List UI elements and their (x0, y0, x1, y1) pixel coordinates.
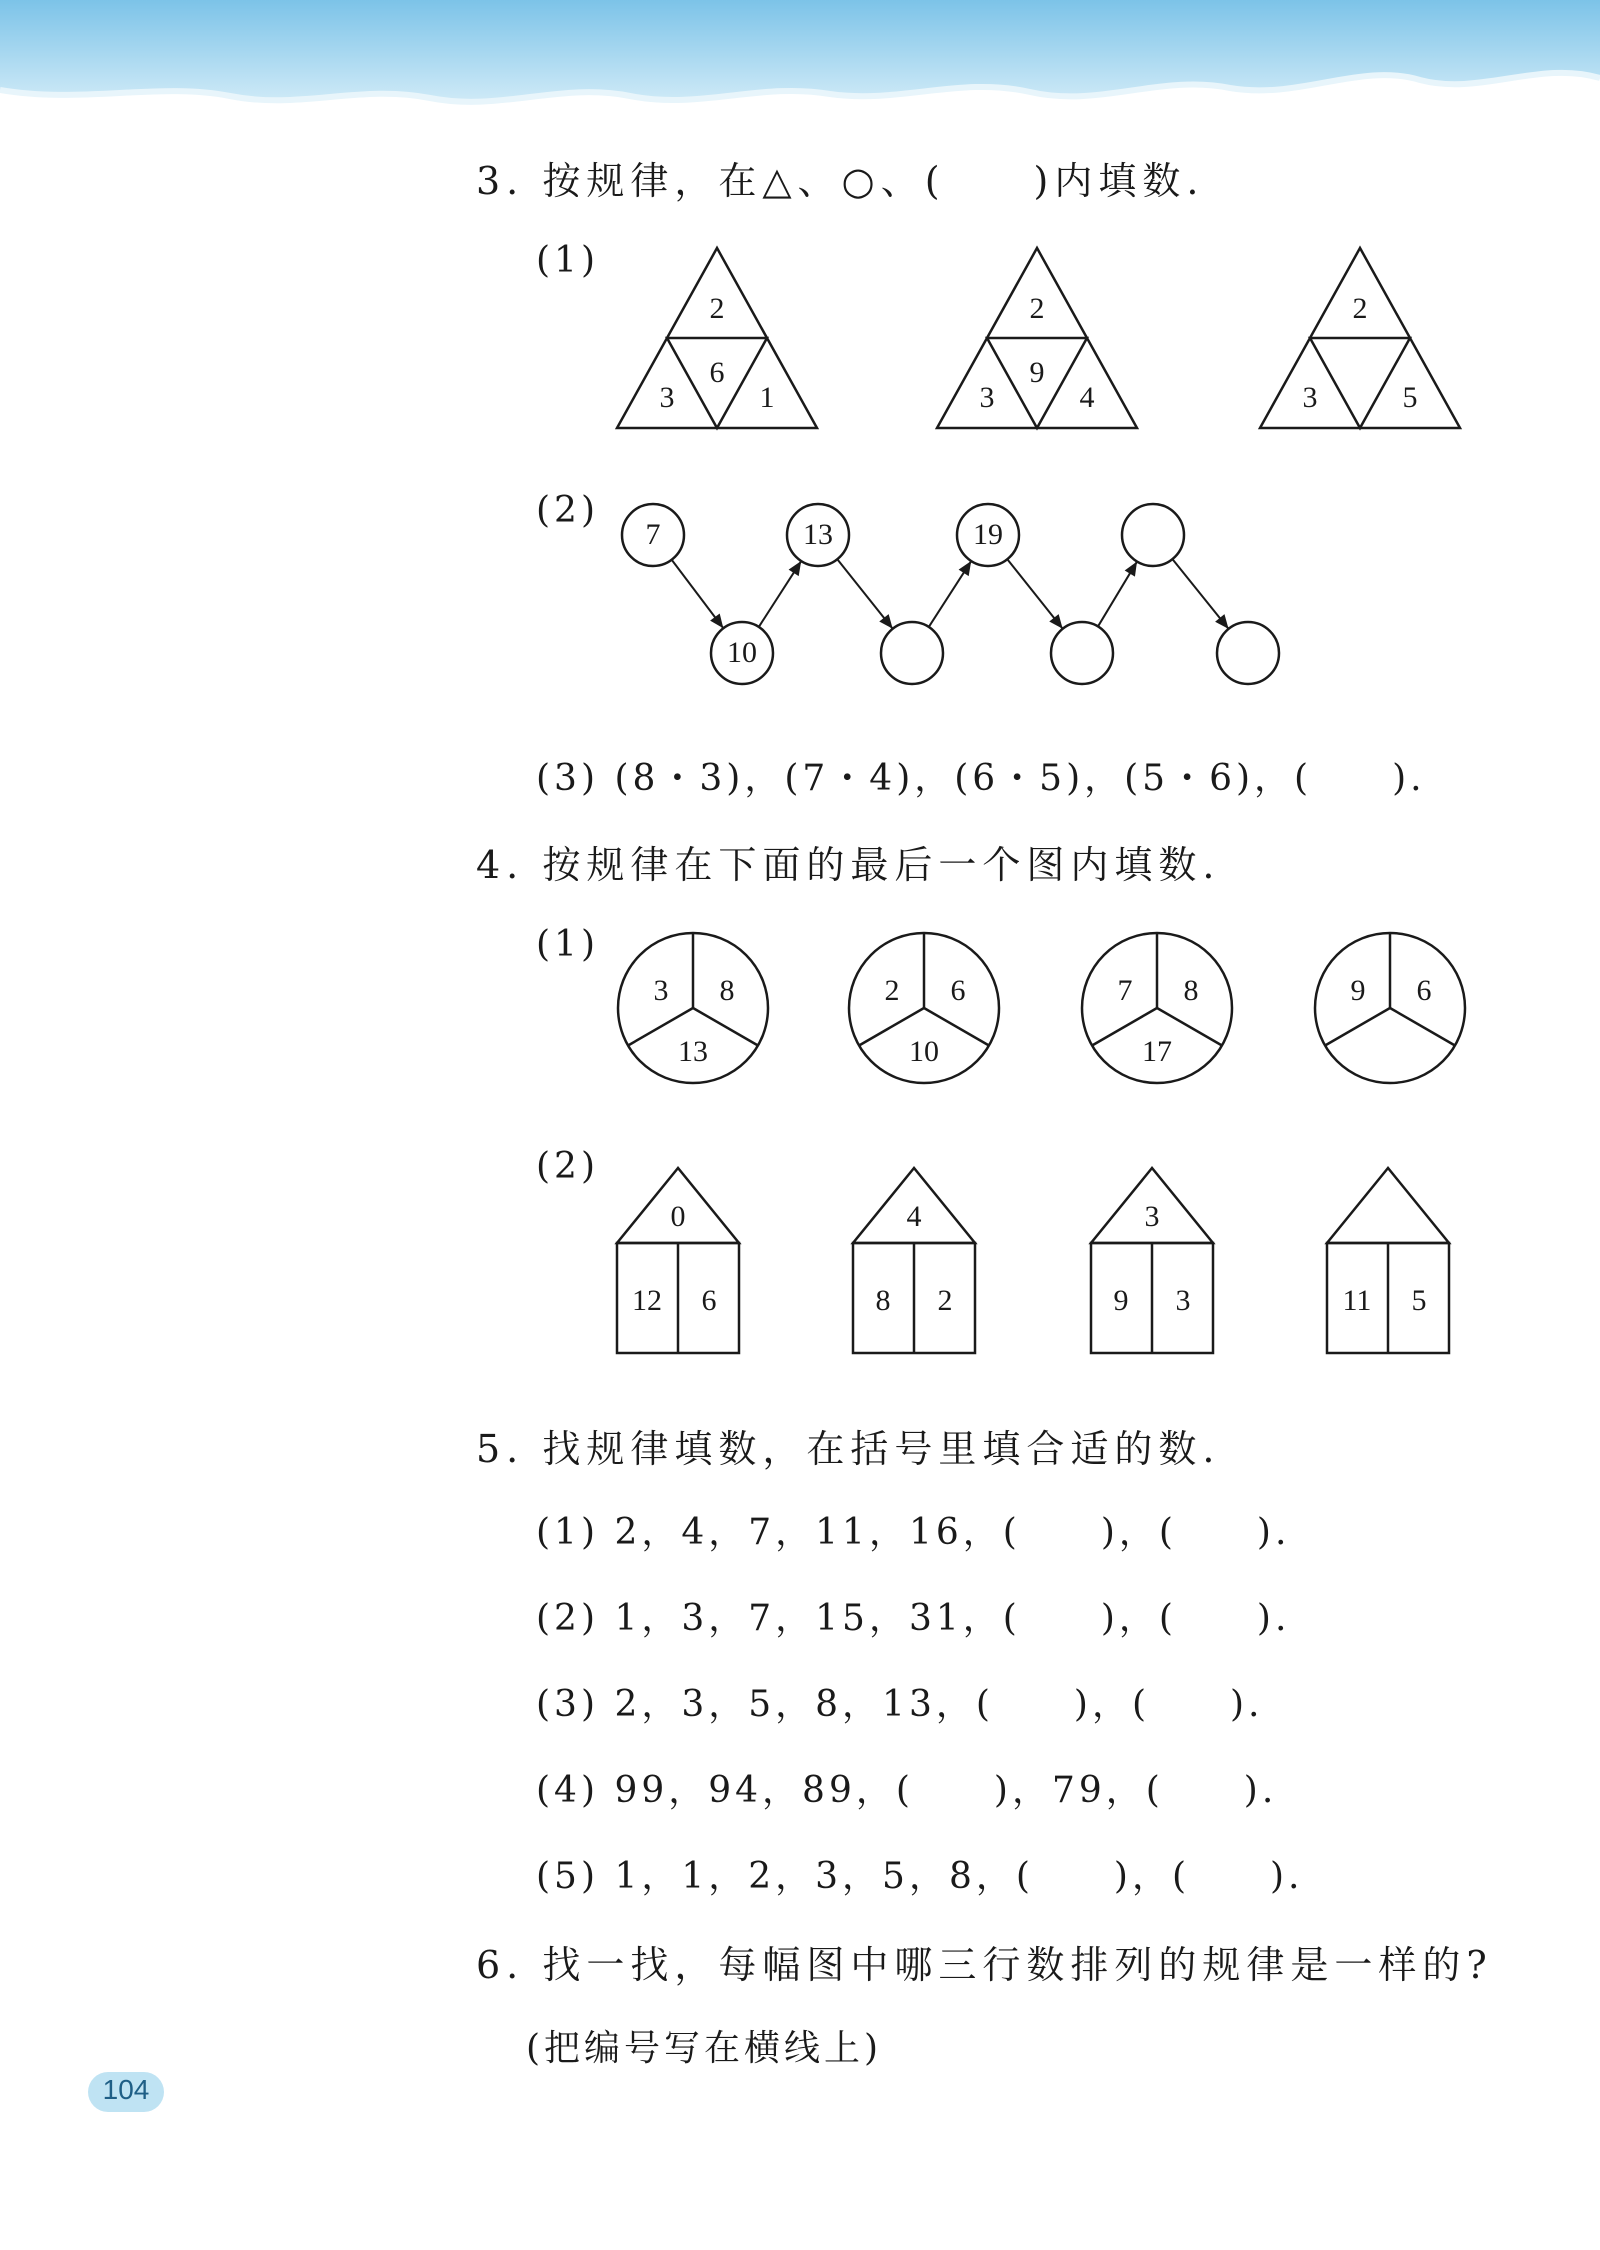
q5-item-2: (2) 1，3，7，15，31，( )，( ). (536, 1598, 1291, 1639)
zigzag-circle-chain (622, 504, 1279, 684)
q3-part1-label: (1) (536, 240, 599, 281)
q4-heading: 4. 按规律在下面的最后一个图内填数. (476, 843, 1221, 887)
triangle-figure (617, 248, 817, 428)
house-figure (853, 1168, 975, 1353)
divided-circle-figure (1082, 933, 1232, 1083)
triangle-right-number: 1 (759, 380, 775, 414)
q4-part2-label: (2) (536, 1146, 599, 1187)
page-number: 104 (102, 2074, 150, 2105)
q5-item-5: (5) 1，1，2，3，5，8，( )，( ). (536, 1856, 1304, 1897)
divided-circle-figure (1315, 933, 1465, 1083)
chain-circle (1122, 504, 1184, 566)
divided-circle-figure (849, 933, 999, 1083)
house-roof-number: 3 (1144, 1199, 1160, 1233)
chain-arrow-head (1215, 614, 1228, 629)
divided-circle-figures (618, 933, 1465, 1083)
house-roof-number: 0 (670, 1199, 686, 1233)
chain-circle (881, 622, 943, 684)
triangle-figure (937, 248, 1137, 428)
triangle-center-number: 9 (1029, 355, 1045, 389)
chain-circle (1051, 622, 1113, 684)
chain-arrow-head (789, 561, 802, 576)
chain-circle-number: 13 (803, 517, 833, 551)
triangle-figures (617, 248, 1460, 428)
chain-arrow-head (879, 614, 892, 629)
circle-bottom-number: 10 (909, 1034, 939, 1068)
divided-circle-figure (618, 933, 768, 1083)
circle-right-number: 8 (1183, 973, 1199, 1007)
house-left-number: 8 (875, 1283, 891, 1317)
house-roof (1327, 1168, 1449, 1243)
house-left-number: 9 (1113, 1283, 1129, 1317)
chain-circle (1217, 622, 1279, 684)
house-right-number: 3 (1175, 1283, 1191, 1317)
q5-item-1: (1) 2，4，7，11，16，( )，( ). (536, 1512, 1291, 1553)
chain-circle-number: 7 (645, 517, 661, 551)
triangle-figure (1260, 248, 1460, 428)
triangle-center-number: 6 (709, 355, 725, 389)
house-figure (1327, 1168, 1449, 1353)
triangle-left-number: 3 (659, 380, 675, 414)
chain-arrow-head (710, 613, 723, 628)
circle-left-number: 3 (653, 973, 669, 1007)
q3-part3-line: (3) (8・3)，(7・4)，(6・5)，(5・6)，( ). (536, 758, 1426, 799)
circle-bottom-number: 13 (678, 1034, 708, 1068)
q6-heading: 6. 找一找，每幅图中哪三行数排列的规律是一样的? (476, 1943, 1493, 1987)
chain-arrow-head (959, 561, 972, 576)
q3-heading: 3. 按规律，在△、○、( )内填数. (476, 159, 1205, 203)
q5-item-3: (3) 2，3，5，8，13，( )，( ). (536, 1684, 1264, 1725)
circle-left-number: 7 (1117, 973, 1133, 1007)
house-left-number: 12 (632, 1283, 662, 1317)
q4-part1-label: (1) (536, 924, 599, 965)
circle-right-number: 6 (1416, 973, 1432, 1007)
triangle-top-number: 2 (1352, 291, 1368, 325)
house-right-number: 5 (1411, 1283, 1427, 1317)
triangle-left-number: 3 (1302, 380, 1318, 414)
house-left-number: 11 (1342, 1283, 1372, 1317)
circle-left-number: 2 (884, 973, 900, 1007)
chain-arrow-head (1125, 562, 1137, 577)
circle-right-number: 8 (719, 973, 735, 1007)
chain-arrow-head (1049, 614, 1062, 629)
circle-bottom-number: 17 (1142, 1034, 1172, 1068)
triangle-right-number: 5 (1402, 380, 1418, 414)
house-figures (617, 1168, 1449, 1353)
circle-divider (1390, 1008, 1455, 1046)
q6-note: (把编号写在横线上) (526, 2028, 883, 2069)
chain-circle-number: 10 (727, 635, 757, 669)
circle-left-number: 9 (1350, 973, 1366, 1007)
circle-right-number: 6 (950, 973, 966, 1007)
q3-part2-label: (2) (536, 490, 599, 531)
house-figure (617, 1168, 739, 1353)
house-roof-number: 4 (906, 1199, 922, 1233)
circle-divider (1325, 1008, 1390, 1046)
triangle-top-number: 2 (1029, 291, 1045, 325)
triangle-top-number: 2 (709, 291, 725, 325)
chain-circle-number: 19 (973, 517, 1003, 551)
q5-heading: 5. 找规律填数，在括号里填合适的数. (476, 1427, 1221, 1471)
triangle-left-number: 3 (979, 380, 995, 414)
triangle-right-number: 4 (1079, 380, 1095, 414)
house-figure (1091, 1168, 1213, 1353)
house-right-number: 6 (701, 1283, 717, 1317)
q5-item-4: (4) 99，94，89，( )，79，( ). (536, 1770, 1278, 1811)
house-right-number: 2 (937, 1283, 953, 1317)
inner-triangle (1310, 338, 1410, 428)
